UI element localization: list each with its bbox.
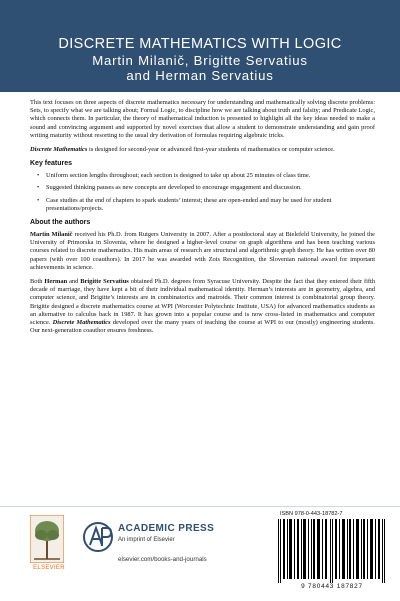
servatius-bio-paragraph [30,278,375,335]
publisher-url[interactable]: elsevier.com/books-and-journals [118,556,207,563]
bio-text: obtained Ph.D. degrees from Syracuse University. Despite the fact that they entered their fifth decade of marriage, they have kept a bit of their individual mathematical identity. Herman’s interests are in geometry, algebra, and computer science, and Brigitte’s interests are in combinatorics and matroids. Their common interest is combinatorial group theory. Brigitte designed a discrete mathematics course at WPI (Worcester Polytechnic Institute, USA) for advanced mathematics students as an alternative to calculus back in 1987. It has grown into a popular course and is now cross-listed in mathematics and computer science. [30,278,375,327]
publisher-name: ACADEMIC PRESS [118,523,215,534]
audience-text: is designed for second-year or advanced first-year students of mathematics or computer science. [87,146,335,154]
key-features-list [30,172,375,213]
elsevier-tree-logo [30,515,64,563]
isbn-text: ISBN 978-0-443-18782-7 [280,511,343,517]
key-features-heading: Key features [30,160,73,168]
barcode-icon [276,519,388,583]
publisher-block [82,517,262,577]
cover-footer [0,506,400,601]
bio-text: and [67,278,81,286]
elsevier-tree-icon [30,515,64,563]
about-authors-heading: About the authors [30,219,91,227]
intro-paragraph: This text focuses on three aspects of discrete mathematics necessary for understanding and mathematically solving discrete problems: Sets, to specify what we are talking about; Formal Logic, to discipline how we are talking about truth and falsity; and Predicate Logic, which connects them. In particular, the theory of mathematical induction is presented to highlight all the key ideas needed to make a sound and convincing argument and supported by novel exercises that allow a student to demonstrate understanding and gain proof writing maturity without resorting to the usual dry derivation of formulas requiring algebraic tricks. [30,99,375,139]
feature-item: • Suggested thinking pauses as new concepts are developed to encourage engagement and discussion. [40,184,375,192]
bio-text: Both [30,278,45,286]
authors-line-2: and Herman Servatius [126,68,274,83]
milanic-name: Martin Milanič [30,231,73,239]
elsevier-label: ELSEVIER [33,565,65,571]
feature-item: • Case studies at the end of chapters to spark students’ interest; these are open-ended and may be used for student presentations/projects. [40,197,375,213]
academic-press-logo-icon [82,519,118,555]
bio-text: developed over the many years of teaching the course at WPI to our (mostly) engineering students. Our next-generation coauthor ensures freshness. [30,319,375,335]
cover-header [0,0,400,92]
book-name-emphasis: Discrete Mathematics [30,146,88,154]
barcode-digits: 9 780443 187827 [301,583,363,590]
book-name-emphasis: Discrete Mathematics [52,319,111,327]
authors-line-1: Martin Milanič, Brigitte Servatius [92,53,308,68]
audience-paragraph [30,146,375,154]
publisher-imprint: An imprint of Elsevier [118,537,175,543]
isbn-barcode-area [272,507,400,601]
book-title: DISCRETE MATHEMATICS WITH LOGIC [58,36,342,52]
milanic-bio: received his Ph.D. from Rutgers University in 2007. After a postdoctoral stay at Bielefeld University, he joined the University of Primorska in Slovenia, where he designed a higher-level course on graph algorithms and has been teaching various courses related to discrete mathematics. His main areas of research are structural and algorithmic graph theory. He has written over 80 papers (with over 100 coauthors). In 2017 he was awarded with Zois Recognition, the Slovenian national award for important achievements in science. [30,231,375,271]
back-cover-text [0,92,400,506]
herman-name: Herman [44,278,68,286]
brigitte-name: Brigitte Servatius [80,278,129,286]
milanic-bio-paragraph [30,231,375,272]
feature-item: • Uniform section lengths throughout; each section is designed to take up about 25 minutes of class time. [40,172,375,180]
